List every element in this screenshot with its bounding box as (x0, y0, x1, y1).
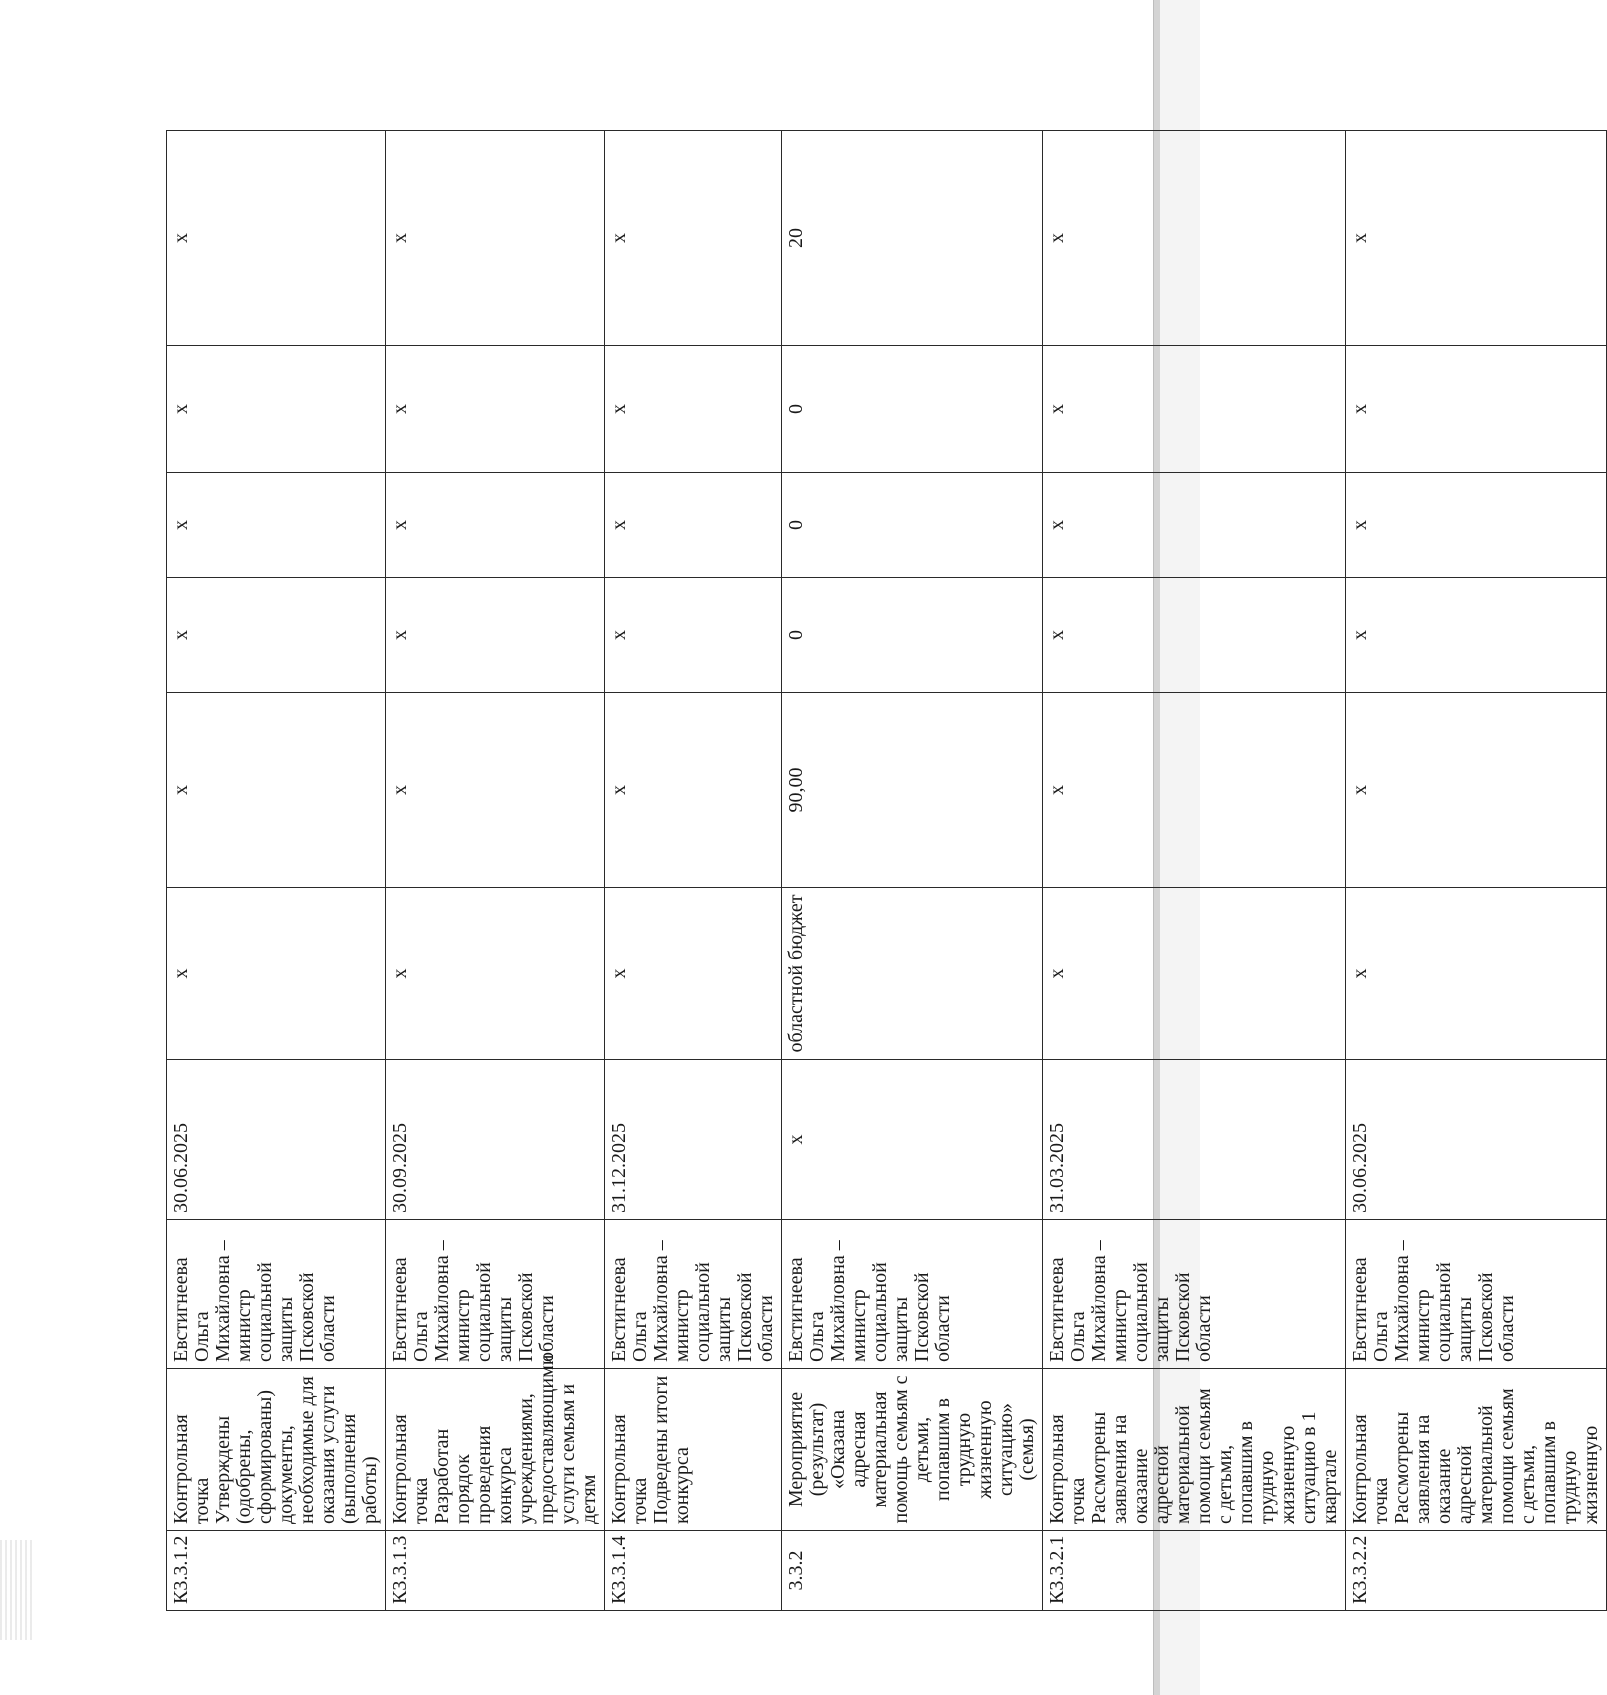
table-row (605, 131, 782, 1611)
row-description: Контрольная точка Рассмотрены заявления на оказание адресной материальной помощи семьям с детьми, попавшим в трудную жизненную ситуацию в 1 квартале (1043, 1369, 1346, 1531)
row-value-2: х (1346, 473, 1607, 578)
row-value-2: 0 (782, 473, 1043, 578)
row-value-4: х (167, 131, 386, 346)
row-responsible: Евстигнеева Ольга Михайловна – министр социальной защиты Псковской области (1043, 1220, 1346, 1369)
row-amount: х (386, 693, 605, 888)
row-value-4: 20 (782, 131, 1043, 346)
row-amount: х (1346, 693, 1607, 888)
row-value-2: х (167, 473, 386, 578)
row-value-1: 0 (782, 578, 1043, 693)
row-amount: х (605, 693, 782, 888)
row-responsible: Евстигнеева Ольга Михайловна – министр социальной защиты Псковской области (1346, 1220, 1607, 1369)
table-row (167, 131, 386, 1611)
row-description: Контрольная точка Утверждены (одобрены, сформированы) документы, необходимые для оказания услуги (выполнения работы) (167, 1369, 386, 1531)
row-funding-source: х (605, 888, 782, 1060)
row-funding-source: х (386, 888, 605, 1060)
row-description: Контрольная точка Подведены итоги конкурса (605, 1369, 782, 1531)
row-value-4: х (1043, 131, 1346, 346)
row-date: х (782, 1060, 1043, 1220)
row-value-3: х (605, 346, 782, 473)
row-value-1: х (167, 578, 386, 693)
measures-table (166, 130, 1607, 1611)
row-value-2: х (605, 473, 782, 578)
row-value-1: х (1346, 578, 1607, 693)
row-funding-source: х (1346, 888, 1607, 1060)
row-value-3: 0 (782, 346, 1043, 473)
row-value-4: х (1346, 131, 1607, 346)
row-value-3: х (1043, 346, 1346, 473)
row-value-2: х (386, 473, 605, 578)
row-date: 31.03.2025 (1043, 1060, 1346, 1220)
row-date: 30.09.2025 (386, 1060, 605, 1220)
row-responsible: Евстигнеева Ольга Михайловна – министр социальной защиты Псковской области (782, 1220, 1043, 1369)
row-responsible: Евстигнеева Ольга Михайловна – министр социальной защиты Псковской области (605, 1220, 782, 1369)
table-row (782, 131, 1043, 1611)
row-value-1: х (1043, 578, 1346, 693)
rotated-document-sheet (166, 131, 1602, 1611)
row-description: Контрольная точка Рассмотрены заявления на оказание адресной материальной помощи семьям с детьми, попавшим в трудную жизненную (1346, 1369, 1607, 1531)
row-responsible: Евстигнеева Ольга Михайловна – министр социальной защиты Псковской области (386, 1220, 605, 1369)
row-value-1: х (605, 578, 782, 693)
row-date: 31.12.2025 (605, 1060, 782, 1220)
row-description: Мероприятие (результат) «Оказана адресная материальная помощь семьям с детьми, попавшим в трудную жизненную ситуацию» (семья) (782, 1369, 1043, 1531)
row-amount: х (1043, 693, 1346, 888)
row-code: К3.3.1.4 (605, 1531, 782, 1611)
table-row (1043, 131, 1346, 1611)
row-amount: 90,00 (782, 693, 1043, 888)
table-row (386, 131, 605, 1611)
row-code: 3.3.2 (782, 1531, 1043, 1611)
row-funding-source: х (1043, 888, 1346, 1060)
row-code: К3.3.1.2 (167, 1531, 386, 1611)
row-value-3: х (167, 346, 386, 473)
row-value-1: х (386, 578, 605, 693)
row-amount: х (167, 693, 386, 888)
row-funding-source: областной бюджет (782, 888, 1043, 1060)
row-value-3: х (1346, 346, 1607, 473)
row-date: 30.06.2025 (1346, 1060, 1607, 1220)
row-responsible: Евстигнеева Ольга Михайловна – министр социальной защиты Псковской области (167, 1220, 386, 1369)
table-row (1346, 131, 1607, 1611)
row-funding-source: х (167, 888, 386, 1060)
row-value-2: х (1043, 473, 1346, 578)
row-value-4: х (386, 131, 605, 346)
row-date: 30.06.2025 (167, 1060, 386, 1220)
row-description: Контрольная точка Разработан порядок проведения конкурса учреждениями, предоставляющими услуги семьям и детям (386, 1369, 605, 1531)
row-value-3: х (386, 346, 605, 473)
row-code: К3.3.2.2 (1346, 1531, 1607, 1611)
scan-artifact (0, 1540, 34, 1640)
row-value-4: х (605, 131, 782, 346)
row-code: К3.3.2.1 (1043, 1531, 1346, 1611)
row-code: К3.3.1.3 (386, 1531, 605, 1611)
